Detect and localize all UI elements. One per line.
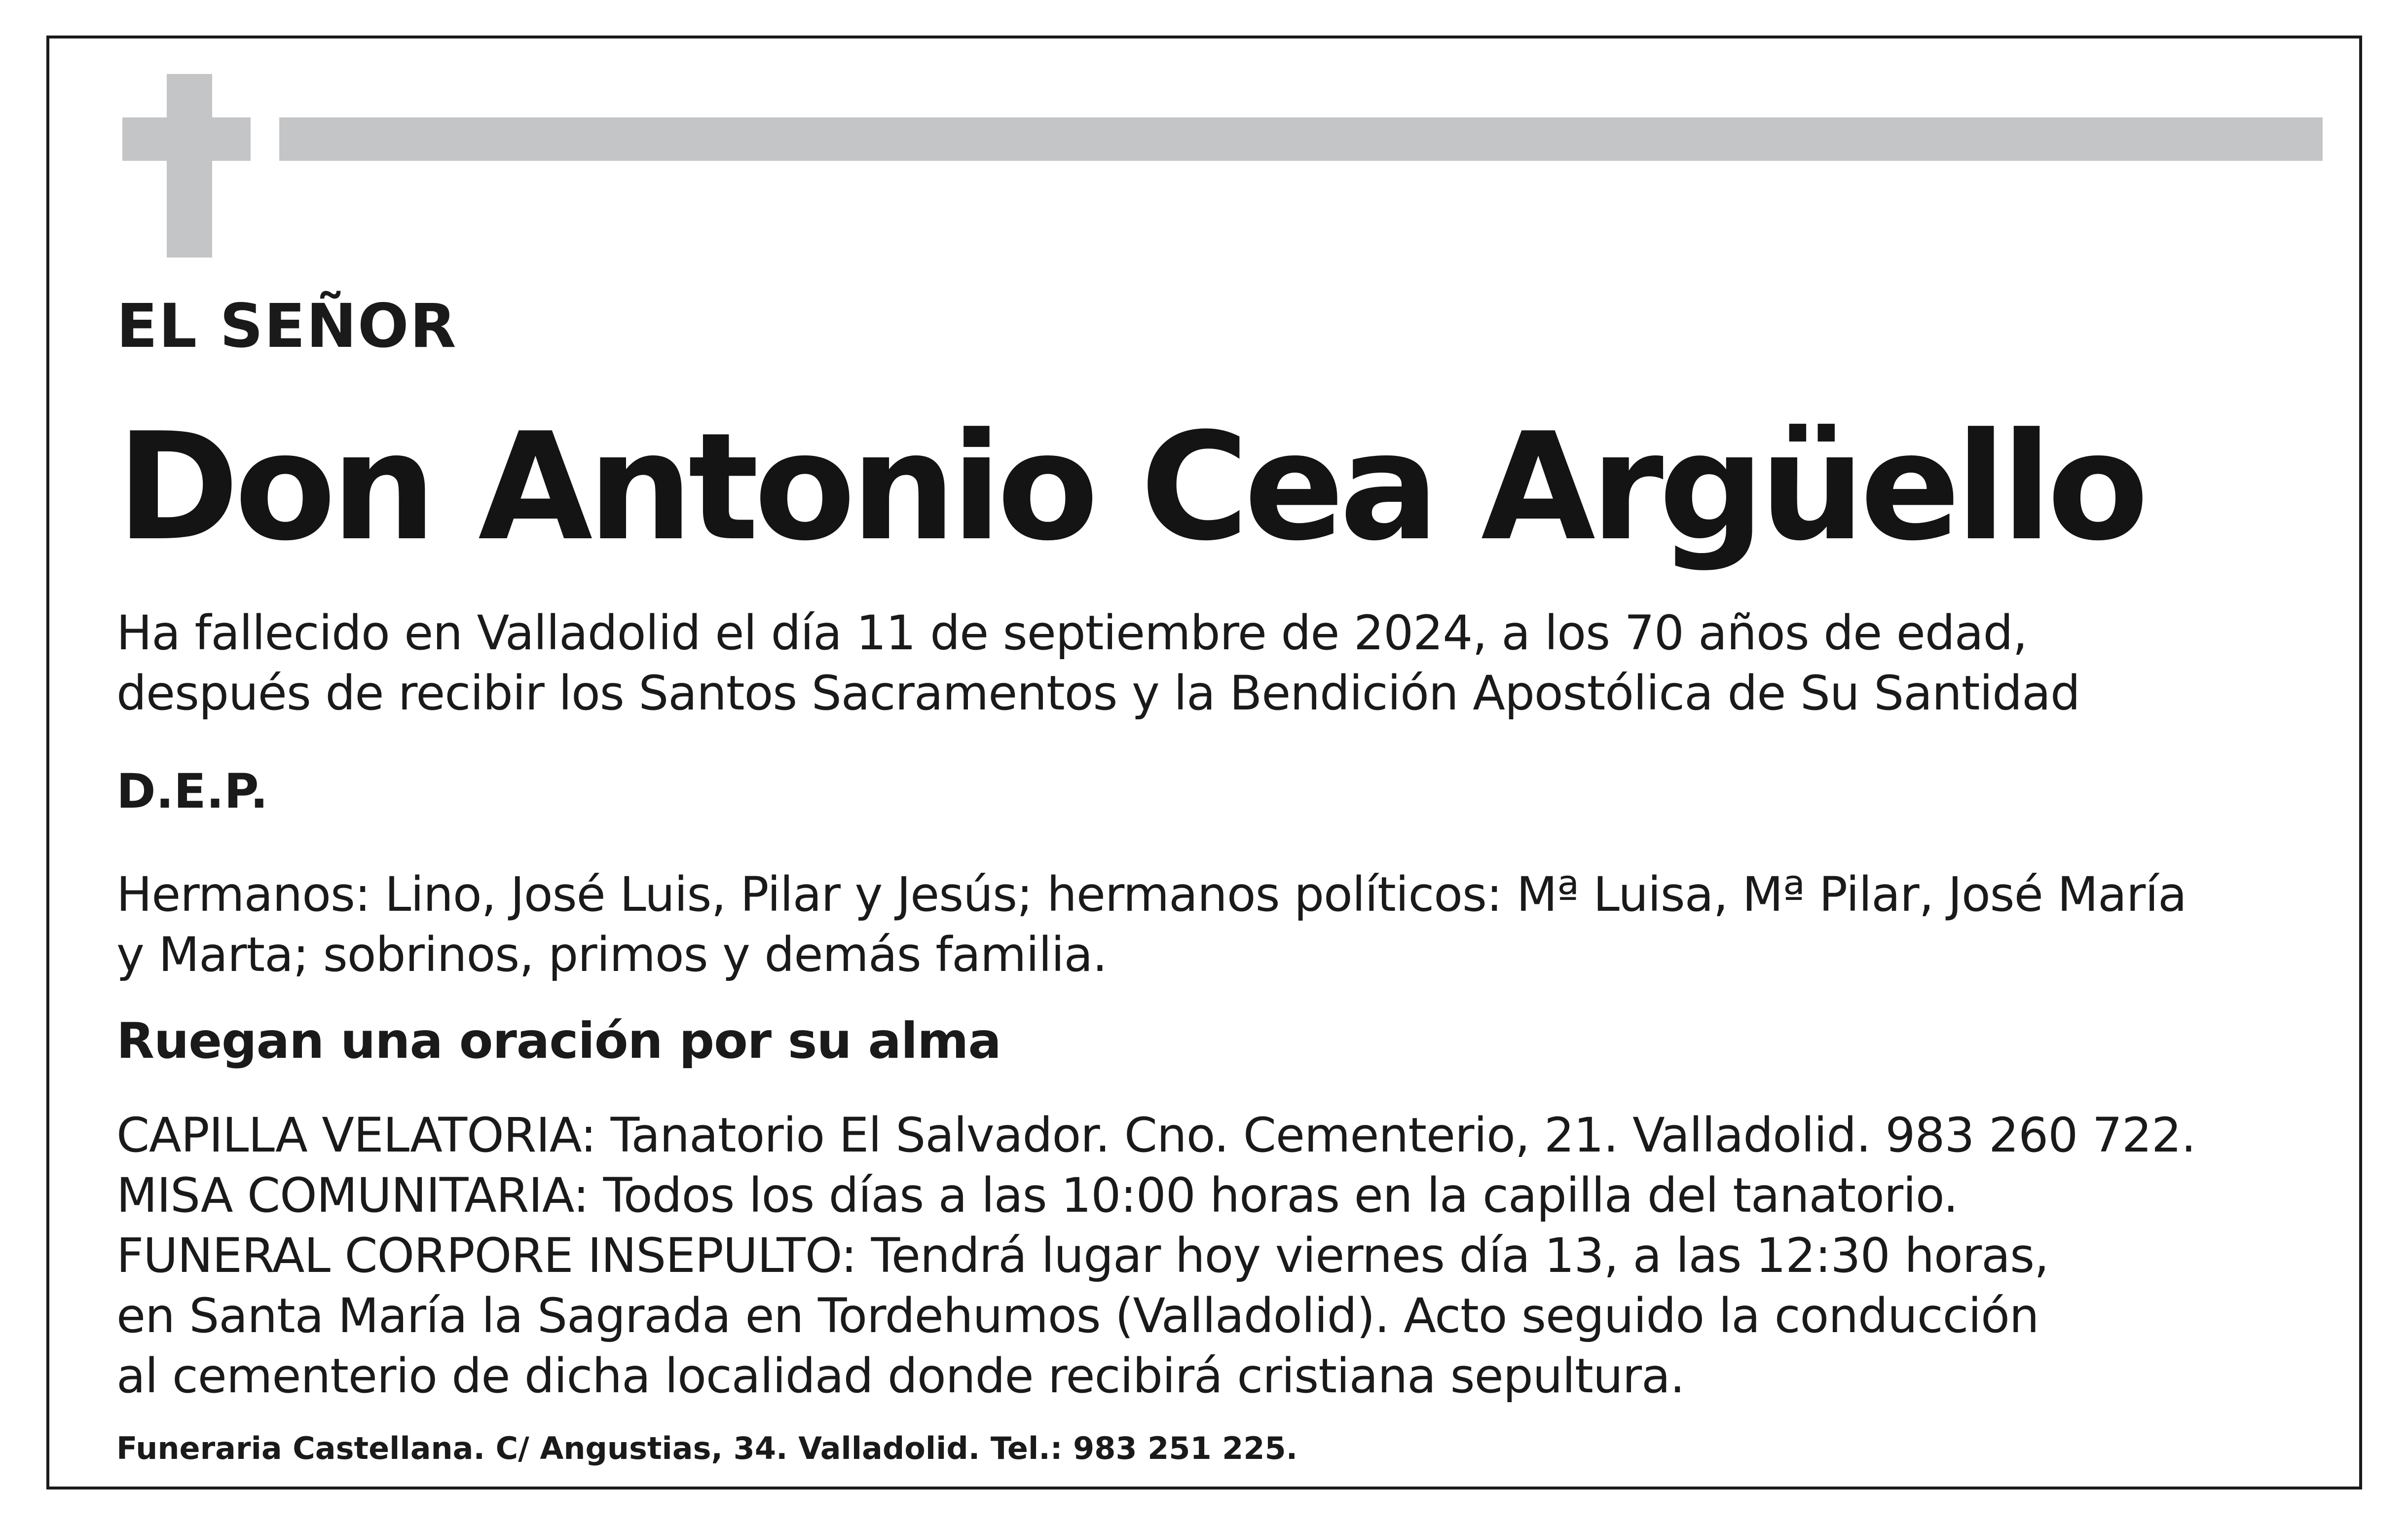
dep-label: D.E.P. — [116, 764, 268, 819]
header-rule — [279, 117, 2323, 161]
arrangements-line: al cementerio de dicha localidad donde recibirá cristiana sepultura. — [116, 1348, 1685, 1404]
arrangements-line: FUNERAL CORPORE INSEPULTO: Tendrá lugar hoy viernes día 13, a las 12:30 horas, — [116, 1228, 2049, 1283]
arrangements-line: MISA COMUNITARIA: Todos los días a las 10:00 horas en la capilla del tanatorio. — [116, 1168, 1958, 1223]
death-notice-line: después de recibir los Santos Sacramentos y la Bendición Apostólica de Su Santidad — [116, 666, 2080, 721]
cross-horizontal-bar — [122, 117, 251, 161]
arrangements-paragraph — [116, 1105, 2196, 1406]
family-paragraph — [116, 864, 2186, 985]
death-notice-paragraph — [116, 603, 2080, 723]
preheading: EL SEÑOR — [116, 291, 457, 361]
cross-vertical-bar — [167, 74, 212, 258]
family-line: y Marta; sobrinos, primos y demás familia. — [116, 927, 1107, 982]
family-line: Hermanos: Lino, José Luis, Pilar y Jesús; hermanos políticos: Mª Luisa, Mª Pilar, José María — [116, 867, 2186, 922]
death-notice-line: Ha fallecido en Valladolid el día 11 de septiembre de 2024, a los 70 años de edad, — [116, 605, 2028, 661]
arrangements-line: en Santa María la Sagrada en Tordehumos (Valladolid). Acto seguido la conducción — [116, 1288, 2039, 1343]
deceased-name: Don Antonio Cea Argüello — [116, 401, 2144, 573]
latin-cross-icon — [122, 74, 251, 258]
prayer-request: Ruegan una oración por su alma — [116, 1012, 1001, 1070]
funeral-home-footer: Funeraria Castellana. C/ Angustias, 34. Valladolid. Tel.: 983 251 225. — [116, 1430, 1298, 1466]
arrangements-line: CAPILLA VELATORIA: Tanatorio El Salvador. Cno. Cementerio, 21. Valladolid. 983 260 722. — [116, 1108, 2196, 1163]
